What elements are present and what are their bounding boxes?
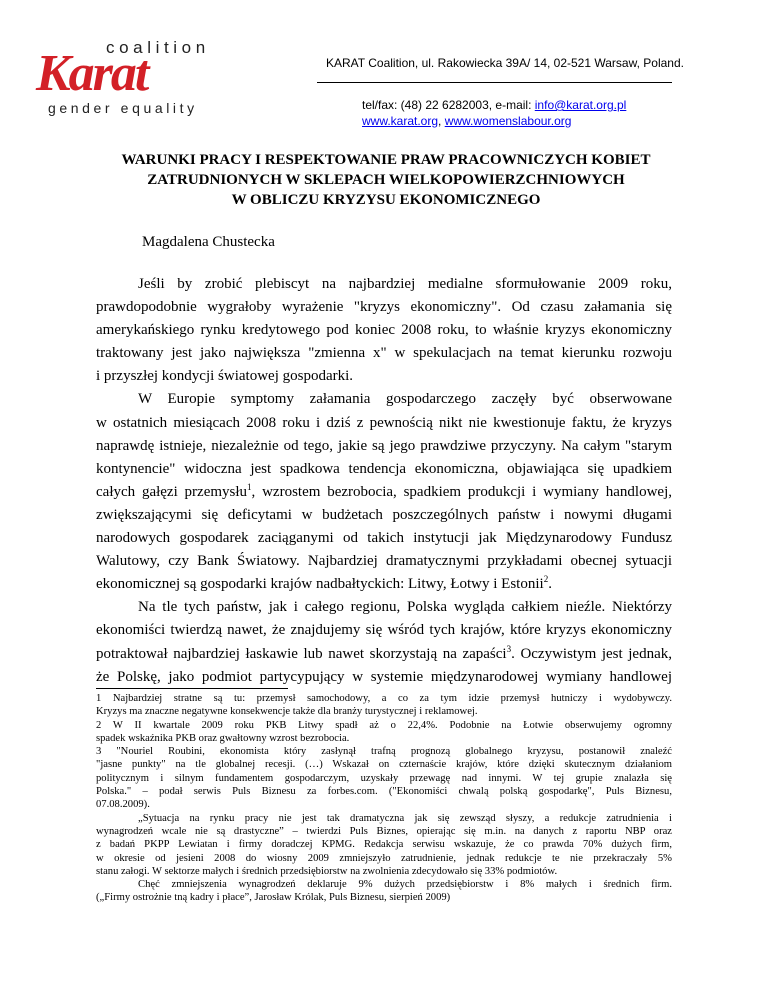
footnote-line (96, 798, 672, 811)
footnote-line (96, 865, 672, 878)
line-text: amerykańskiego rynku kredytowego pod koniec 2008 roku, to właśnie kryzys ekonomiczny (96, 322, 672, 339)
line-text: Polska." – podał serwis Puls Biznesu za forbes.com. ("Ekonomiści chwalą polską gospodarkę", Puls Biznesu, (96, 786, 672, 798)
footnote-line (96, 852, 672, 865)
line-text: wynagrodzeń wcale nie są drastyczne” – twierdzi Puls Biznes, opierając się m.in. na danych z raportu NBP oraz (96, 825, 672, 837)
line-text: i przyszłej kondycji światowej gospodarki. (96, 368, 354, 385)
line-text: naprawdę istnieje, niezależnie od tego, jakie są jego prawdziwe przyczyny. Na całym "starym (96, 437, 672, 454)
line-text: "jasne punkty" na tle globalnej recesji. (…) Wskazał on czternaście krajów, które dzięki skutecznym działaniom (96, 759, 672, 771)
line-text: w ostatnich miesiącach 2008 roku i dziś z pewnością nikt nie kwestionuje faktu, że kryzys (96, 414, 672, 431)
line-text: W Europie symptomy załamania gospodarczego zaczęły być obserwowane (138, 391, 672, 408)
footnote-line (96, 838, 672, 851)
link-separator: , (438, 114, 445, 128)
header-contact (362, 98, 626, 112)
line-text: Jeśli by zrobić plebiscyt na najbardziej medialne sformułowanie 2009 roku, (138, 276, 672, 292)
line-text: Chęć zmniejszenia wynagrodzeń deklaruje 9% dużych przedsiębiorstw i 8% małych i średnich firm. (138, 879, 672, 891)
body-text (96, 273, 672, 689)
title-line: ZATRUDNIONYCH W SKLEPACH WIELKOPOWIERZCHNIOWYCH (147, 172, 625, 188)
line-text: Na tle tych państw, jak i całego regionu, Polska wygląda całkiem nieźle. Niektórzy (138, 599, 672, 616)
logo-karat-text: Karat (36, 45, 148, 102)
footnote-line (96, 692, 672, 705)
line-text: że Polskę, jako podmiot partycypujący w systemie międzynarodowej wymiany handlowej (96, 668, 672, 685)
header-address: KARAT Coalition, ul. Rakowiecka 39A/ 14, 02-521 Warsaw, Poland. (326, 56, 684, 70)
footnote-line (96, 812, 672, 825)
footnote-ref[interactable]: 1 (247, 481, 252, 492)
footnote-divider (96, 688, 288, 689)
footnote-line (96, 705, 672, 718)
body-line (96, 596, 672, 619)
body-line (96, 319, 672, 342)
line-text: . (548, 576, 552, 593)
email-link[interactable]: info@karat.org.pl (534, 98, 627, 112)
document-title (96, 150, 676, 210)
line-text: potraktował najbardziej łaskawie lub nawet skorzystają na zapaści (96, 645, 507, 662)
karat-logo (36, 40, 258, 120)
line-text: 1 Najbardziej stratne są tu: przemysł samochodowy, a co za tym idzie przemysł hutniczy i wydobywczy. (96, 693, 672, 704)
line-text: („Firmy ostrożnie tną kadry i płace”, Jarosław Królak, Puls Biznesu, sierpień 2009) (96, 892, 451, 904)
line-text: Kryzys ma znaczne negatywne konsekwencje także dla branży turystycznej i reklamowej. (96, 706, 478, 718)
line-text: . Oczywistym jest jednak, (511, 645, 672, 662)
title-line: WARUNKI PRACY I RESPEKTOWANIE PRAW PRACOWNICZYCH KOBIET (121, 152, 651, 168)
body-line (96, 643, 672, 666)
footnote-line (96, 758, 672, 771)
header-links (362, 114, 571, 128)
line-text: zwiększającymi się deficytami w budżetach poszczególnych państw i nowymi długami (96, 506, 672, 523)
footnotes (96, 692, 672, 905)
line-text: stanu załogi. W sektorze małych i średnich przedsiębiorstw na zwolnienia zdecydowało się 33% podmiotów. (96, 865, 558, 877)
line-text: 2 W II kwartale 2009 roku PKB Litwy spadł aż o 22,4%. Podobnie na Łotwie obserwujemy ogromny (96, 719, 672, 731)
body-line (96, 342, 672, 365)
line-text: 07.08.2009). (96, 799, 150, 811)
body-line (96, 296, 672, 319)
footnote-line (96, 891, 672, 904)
footnote-line (96, 878, 672, 891)
line-text: 3 "Nouriel Roubini, ekonomista który zasłynął trafną prognozą globalnego kryzysu, postanowił znaleźć (96, 746, 672, 758)
header-tel: tel/fax: (48) 22 6282003, e-mail: (362, 98, 535, 112)
line-text: ekonomiści twierdzą nawet, że znajdujemy się wśród tych krajów, które kryzys ekonomiczny (96, 622, 672, 639)
line-text: spadek wskaźnika PKB oraz gwałtowny wzrost bezrobocia. (96, 732, 350, 744)
line-text: traktowany jest jako największa "zmienna x" w spekulacjach na temat kierunku rozwoju (96, 345, 672, 362)
line-text: Walutowy, czy Bank Światowy. Najbardziej dramatycznymi przykładami obecnej sytuacji (96, 553, 672, 570)
logo-gender-equality-text: gender equality (48, 100, 198, 116)
body-line (96, 388, 672, 411)
body-line (96, 412, 672, 435)
footnote-line (96, 785, 672, 798)
womenslabour-website-link[interactable]: www.womenslabour.org (444, 114, 572, 128)
footnote-line (96, 825, 672, 838)
line-text: ekonomicznej są gospodarki krajów nadbałtyckich: Litwy, Łotwy i Estonii (96, 576, 544, 593)
line-text: w okresie od jesieni 2008 do wiosny 2009 zmniejszyło zatrudnienie, jednak redukcje te nie przekraczały 5% (96, 852, 672, 864)
body-line (96, 458, 672, 481)
line-text: prawdopodobnie wygrałoby wyrażenie "kryzys ekonomiczny". Od czasu załamania się (96, 299, 672, 316)
body-line (96, 550, 672, 573)
footnote-ref[interactable]: 3 (506, 643, 512, 654)
line-text: , wzrostem bezrobocia, spadkiem produkcji i wymiany handlowej, (251, 483, 672, 500)
body-line (96, 481, 672, 504)
line-text: politycznym i silnym fundamentem gospodarczym, uzyskały przewagę nad innymi. W tej grupie znalazła się (96, 772, 672, 784)
body-line (96, 573, 672, 596)
footnote-line (96, 745, 672, 758)
body-line (96, 666, 672, 689)
footnote-ref[interactable]: 2 (543, 574, 549, 585)
karat-website-link[interactable]: www.karat.org (362, 114, 439, 128)
footnote-line (96, 772, 672, 785)
author-name: Magdalena Chustecka (142, 234, 275, 250)
body-line (96, 365, 672, 388)
body-line (96, 273, 672, 296)
footnote-line (96, 719, 672, 732)
body-line (96, 504, 672, 527)
header-divider (317, 82, 672, 83)
title-line: W OBLICZU KRYZYSU EKONOMICZNEGO (231, 192, 541, 208)
line-text: kontynencie" widoczna jest spadkowa tendencja ekonomiczna, objawiająca się upadkiem (96, 460, 672, 477)
footnote-line (96, 732, 672, 745)
logo-coalition-text: coalition (106, 38, 210, 57)
body-line (96, 527, 672, 550)
line-text: narodowych gospodarek zaciąganymi od takich instytucji jak Międzynarodowy Fundusz (96, 530, 672, 547)
line-text: z badań PKPP Lewiatan i firmy doradczej KPMG. Redakcja serwisu wskazuje, że co prawda 70% dużych firm, (96, 839, 672, 851)
body-line (96, 435, 672, 458)
body-line (96, 619, 672, 642)
line-text: „Sytuacja na rynku pracy nie jest tak dramatyczna jak się zewsząd słyszy, a redukcje zatrudnienia i (138, 812, 672, 824)
line-text: całych gałęzi przemysłu (96, 483, 248, 500)
